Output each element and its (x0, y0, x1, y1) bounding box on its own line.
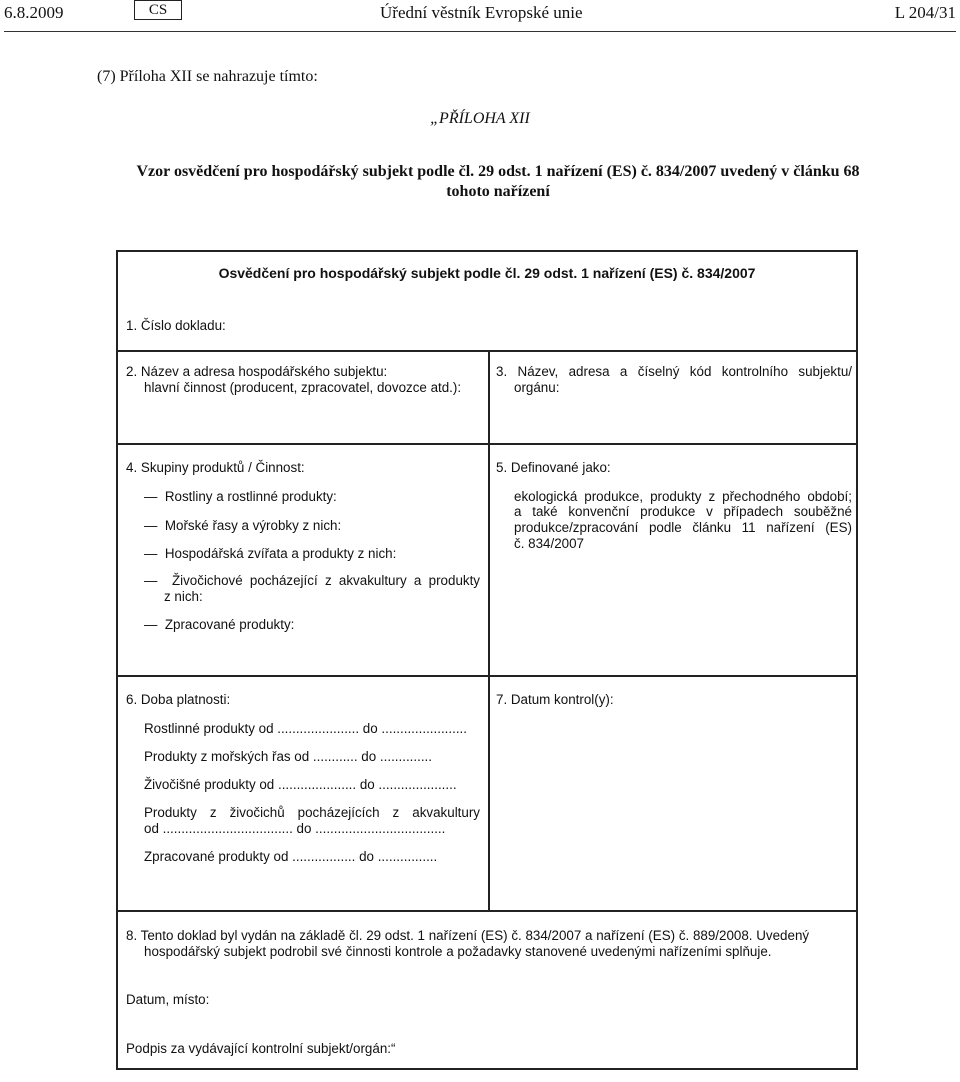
page-reference: L 204/31 (894, 3, 956, 22)
validity-item: Produkty z mořských řas od ............ do .............. (144, 749, 432, 764)
product-group-item: — Zpracované produkty: (144, 617, 295, 632)
header-divider (4, 31, 956, 32)
product-group-item: — Rostliny a rostlinné produkty: (144, 489, 337, 504)
product-group-item: — Mořské řasy a výrobky z nich: (144, 518, 342, 533)
field-date-place: Datum, místo: (126, 992, 210, 1007)
validity-item: Rostlinné produkty od ...................... do ....................... (144, 721, 467, 736)
field-product-groups: 4. Skupiny produktů / Činnost: (126, 460, 305, 475)
field-operator-activity: hlavní činnost (producent, zpracovatel, dovozce atd.): (144, 380, 462, 395)
field-control-body: 3. Název, adresa a číselný kód kontrolního subjektu/ (496, 364, 852, 379)
column-divider-3 (488, 675, 490, 912)
product-group-item-cont: z nich: (164, 589, 203, 604)
field-defined-as: 5. Definované jako: (496, 460, 611, 475)
field-legal-basis-cont: hospodářský subjekt podrobil své činnosti kontrole a požadavky stanovené uvedenými nařízeními splňuje. (144, 944, 772, 959)
form-title: Osvědčení pro hospodářský subjekt podle čl. 29 odst. 1 nařízení (ES) č. 834/2007 (218, 265, 756, 281)
language-code-box: CS (134, 0, 182, 20)
product-group-item: — Živočichové pocházející z akvakultury a produkty (144, 573, 480, 588)
field-inspection-dates: 7. Datum kontrol(y): (496, 692, 614, 707)
divider-2 (118, 443, 856, 445)
document-title: Vzor osvědčení pro hospodářský subjekt podle čl. 29 odst. 1 nařízení (ES) č. 834/2007 uvedený v článku 68 tohoto nařízení (136, 163, 860, 200)
validity-item: Živočišné produkty od ..................... do ..................... (144, 777, 457, 792)
field-operator-name: 2. Název a adresa hospodářského subjektu: (126, 364, 388, 379)
amendment-intro: (7) Příloha XII se nahrazuje tímto: (97, 68, 318, 85)
defined-as-text: ekologická produkce, produkty z přechodného období; (514, 489, 852, 504)
column-divider-2 (488, 443, 490, 677)
field-validity-period: 6. Doba platnosti: (126, 692, 231, 707)
field-control-body-cont: orgánu: (514, 380, 560, 395)
certificate-form (116, 250, 858, 1070)
divider-3 (118, 675, 856, 677)
journal-title: Úřední věstník Evropské unie (380, 3, 583, 22)
column-divider-1 (488, 350, 490, 445)
field-legal-basis: 8. Tento doklad byl vydán na základě čl. 29 odst. 1 nařízení (ES) č. 834/2007 a nařízení (ES) č. 889/2008. Uvedený (126, 928, 810, 943)
defined-as-text: a také konvenční produkce v případech souběžné (514, 504, 852, 519)
validity-item-cont: od ................................... do ................................... (144, 821, 446, 836)
page-header (0, 0, 960, 32)
annex-heading: „PŘÍLOHA XII (430, 110, 530, 127)
divider-4 (118, 910, 856, 912)
field-signature: Podpis za vydávající kontrolní subjekt/orgán:“ (126, 1041, 396, 1056)
product-group-item: — Hospodářská zvířata a produkty z nich: (144, 546, 397, 561)
defined-as-text: č. 834/2007 (514, 536, 584, 551)
divider-1 (118, 350, 856, 352)
validity-item: Zpracované produkty od ................. do ................ (144, 849, 438, 864)
validity-item: Produkty z živočichů pocházejících z akvakultury (144, 805, 480, 820)
publication-date: 6.8.2009 (4, 3, 64, 22)
defined-as-text: produkce/zpracování podle článku 11 nařízení (ES) (514, 520, 852, 535)
field-document-number: 1. Číslo dokladu: (126, 318, 226, 333)
